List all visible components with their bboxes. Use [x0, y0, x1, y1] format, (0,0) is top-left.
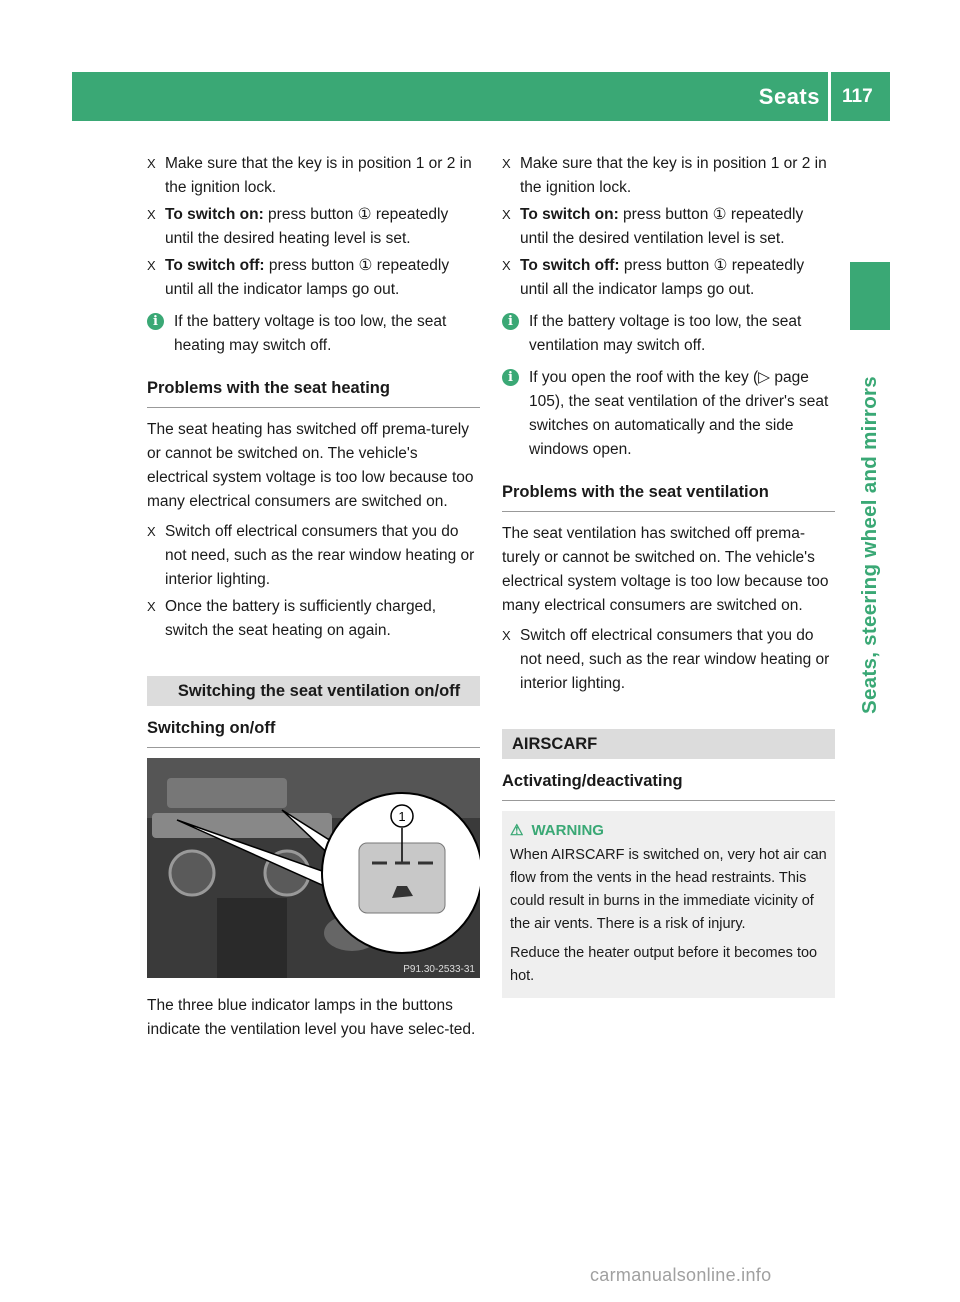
warning-header — [510, 819, 829, 842]
problems-paragraph: The seat ventilation has switched off prema-turely or cannot be switched on. The vehicle's electrical system voltage is too low because too many electrical consumers are switched on. — [502, 525, 829, 614]
activating-heading: Activating/deactivating — [502, 767, 835, 801]
chapter-label: Seats, steering wheel and mirrors — [858, 375, 881, 715]
warning-label: WARNING — [531, 822, 604, 839]
step-text: Once the battery is sufficiently charged, switch the seat heating on again. — [165, 598, 437, 639]
step-bold: To switch off: — [520, 257, 620, 274]
header-separator — [828, 72, 831, 121]
problems-heading: Problems with the seat ventilation — [502, 468, 835, 512]
step-arrow-icon: X — [147, 524, 156, 539]
step-arrow-icon: X — [147, 207, 156, 222]
section-title: AIRSCARF — [502, 729, 835, 759]
warning-triangle-icon: ⚠ — [510, 822, 524, 839]
step-item — [502, 254, 835, 302]
step-text: press button ① repeatedly until all the indicator lamps go out. — [520, 257, 805, 298]
switching-heading: Switching on/off — [147, 714, 480, 748]
problems-heading: Problems with the seat heating — [147, 364, 480, 408]
page-number: 117 — [842, 86, 873, 107]
step-item — [147, 254, 480, 302]
section-title: Switching the seat ventilation on/off — [147, 676, 480, 706]
step-text: press button ① repeatedly until all the indicator lamps go out. — [165, 257, 450, 298]
left-column — [147, 152, 480, 1048]
callout-number: 1 — [398, 809, 406, 824]
right-column — [502, 152, 835, 998]
info-note — [502, 310, 835, 358]
step-item — [147, 520, 480, 592]
chapter-tab — [850, 340, 890, 750]
step-arrow-icon: X — [147, 258, 156, 273]
info-icon: i — [147, 313, 164, 330]
info-note — [502, 366, 835, 462]
step-item — [147, 152, 480, 200]
step-text: Make sure that the key is in position 1 or 2 in the ignition lock. — [165, 155, 472, 196]
watermark: carmanualsonline.info — [590, 1265, 772, 1285]
step-arrow-icon: X — [502, 207, 511, 222]
step-arrow-icon: X — [502, 156, 511, 171]
step-text: press button ① repeatedly until the desired ventilation level is set. — [520, 206, 804, 247]
info-icon: i — [502, 313, 519, 330]
warning-text: Reduce the heater output before it becomes too hot. — [510, 945, 818, 984]
seat-ventilation-photo — [147, 758, 480, 978]
info-text: If the battery voltage is too low, the seat heating may switch off. — [174, 313, 447, 354]
step-item — [502, 624, 835, 696]
info-note — [147, 310, 480, 358]
step-arrow-icon: X — [502, 628, 511, 643]
step-text: Make sure that the key is in position 1 or 2 in the ignition lock. — [520, 155, 827, 196]
step-item — [147, 203, 480, 251]
info-text[interactable]: If you open the roof with the key (▷ page 105), the seat ventilation of the driver's seat switches on automatically and the side windows open. — [529, 369, 829, 458]
step-arrow-icon: X — [147, 599, 156, 614]
step-arrow-icon: X — [502, 258, 511, 273]
step-bold: To switch off: — [165, 257, 265, 274]
info-icon: i — [502, 369, 519, 386]
warning-text: When AIRSCARF is switched on, very hot air can flow from the vents in the head restraints. This could result in burns in the immediate vicinity of the air vents. There is a risk of injury. — [510, 847, 827, 932]
info-text: If the battery voltage is too low, the seat ventilation may switch off. — [529, 313, 802, 354]
page-title: Seats — [758, 84, 820, 109]
problems-paragraph: The seat heating has switched off prema-turely or cannot be switched on. The vehicle's electrical system voltage is too low because too many electrical consumers are switched on. — [147, 421, 474, 510]
step-item — [147, 595, 480, 643]
caption: The three blue indicator lamps in the buttons indicate the ventilation level you have selec-ted. — [147, 997, 476, 1038]
step-arrow-icon: X — [147, 156, 156, 171]
step-item — [502, 203, 835, 251]
warning-box — [502, 811, 835, 998]
step-bold: To switch on: — [520, 206, 619, 223]
step-text: press button ① repeatedly until the desired heating level is set. — [165, 206, 449, 247]
step-text: Switch off electrical consumers that you do not need, such as the rear window heating or interior lighting. — [520, 627, 830, 692]
step-item — [502, 152, 835, 200]
side-tab-marker — [850, 262, 890, 330]
step-text: Switch off electrical consumers that you do not need, such as the rear window heating or interior lighting. — [165, 523, 475, 588]
image-code: P91.30-2533-31 — [403, 964, 475, 975]
step-bold: To switch on: — [165, 206, 264, 223]
